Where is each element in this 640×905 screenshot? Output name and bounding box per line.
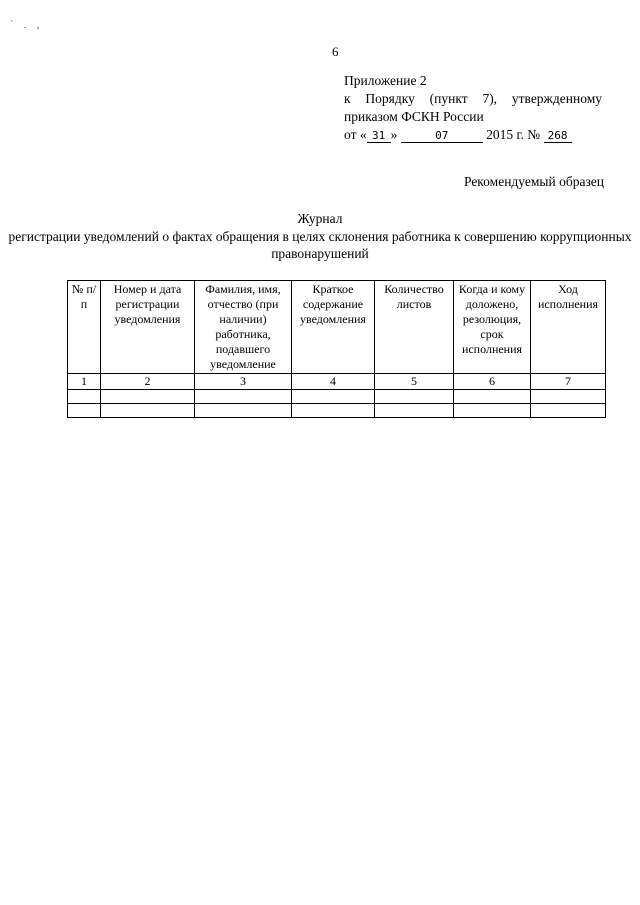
date-day-field: 31 xyxy=(367,129,391,143)
empty-cell xyxy=(195,404,292,418)
table-row xyxy=(68,404,606,418)
header-cell-progress: Ход исполнения xyxy=(531,281,606,374)
empty-cell xyxy=(531,404,606,418)
appendix-date-line xyxy=(344,126,602,144)
journal-table xyxy=(67,280,606,418)
order-number-field: 268 xyxy=(544,129,572,143)
column-number: 3 xyxy=(195,374,292,390)
column-number-row xyxy=(68,374,606,390)
page-number: 6 xyxy=(332,44,339,59)
empty-cell xyxy=(68,404,101,418)
empty-cell xyxy=(292,404,375,418)
column-number: 2 xyxy=(101,374,195,390)
header-cell-employee: Фамилия, имя, отчество (при наличии) работника, подавшего уведомление xyxy=(195,281,292,374)
date-month-field: 07 xyxy=(401,129,483,143)
appendix-title: Приложение 2 xyxy=(344,73,427,88)
appendix-word: 7), xyxy=(482,91,498,106)
column-number: 7 xyxy=(531,374,606,390)
date-prefix: от « xyxy=(344,127,367,142)
table-row xyxy=(68,390,606,404)
empty-cell xyxy=(101,404,195,418)
sample-label: Рекомендуемый образец xyxy=(463,174,604,189)
empty-cell xyxy=(101,390,195,404)
column-number: 1 xyxy=(68,374,101,390)
empty-cell xyxy=(531,390,606,404)
header-cell-summary: Краткое содержание уведомления xyxy=(292,281,375,374)
empty-cell xyxy=(195,390,292,404)
column-number: 6 xyxy=(454,374,531,390)
header-cell-reported: Когда и кому доложено, резолюция, срок исполнения xyxy=(454,281,531,374)
appendix-block xyxy=(344,72,602,144)
journal-subtitle: регистрации уведомлений о фактах обращения в целях склонения работника к совершению коррупционных правонарушений xyxy=(8,229,632,261)
appendix-word: (пункт xyxy=(429,91,468,106)
empty-cell xyxy=(375,404,454,418)
appendix-word: Порядку xyxy=(365,91,415,106)
empty-cell xyxy=(454,404,531,418)
journal-title: Журнал xyxy=(297,211,343,226)
header-cell-number: № п/п xyxy=(68,281,101,374)
column-number: 4 xyxy=(292,374,375,390)
scan-specks: ` . , xyxy=(10,20,44,31)
header-cell-sheets: Количество листов xyxy=(375,281,454,374)
date-mid: » xyxy=(390,127,398,142)
column-number: 5 xyxy=(375,374,454,390)
empty-cell xyxy=(454,390,531,404)
appendix-word: утвержденному xyxy=(511,91,602,106)
header-cell-registration: Номер и дата регистрации уведомления xyxy=(101,281,195,374)
appendix-order-line: приказом ФСКН России xyxy=(344,109,484,124)
empty-cell xyxy=(68,390,101,404)
date-year-text: 2015 г. № xyxy=(486,127,541,142)
table-header-row xyxy=(68,281,606,374)
appendix-word: к xyxy=(344,91,351,106)
empty-cell xyxy=(292,390,375,404)
empty-cell xyxy=(375,390,454,404)
appendix-reference-line xyxy=(344,90,602,108)
